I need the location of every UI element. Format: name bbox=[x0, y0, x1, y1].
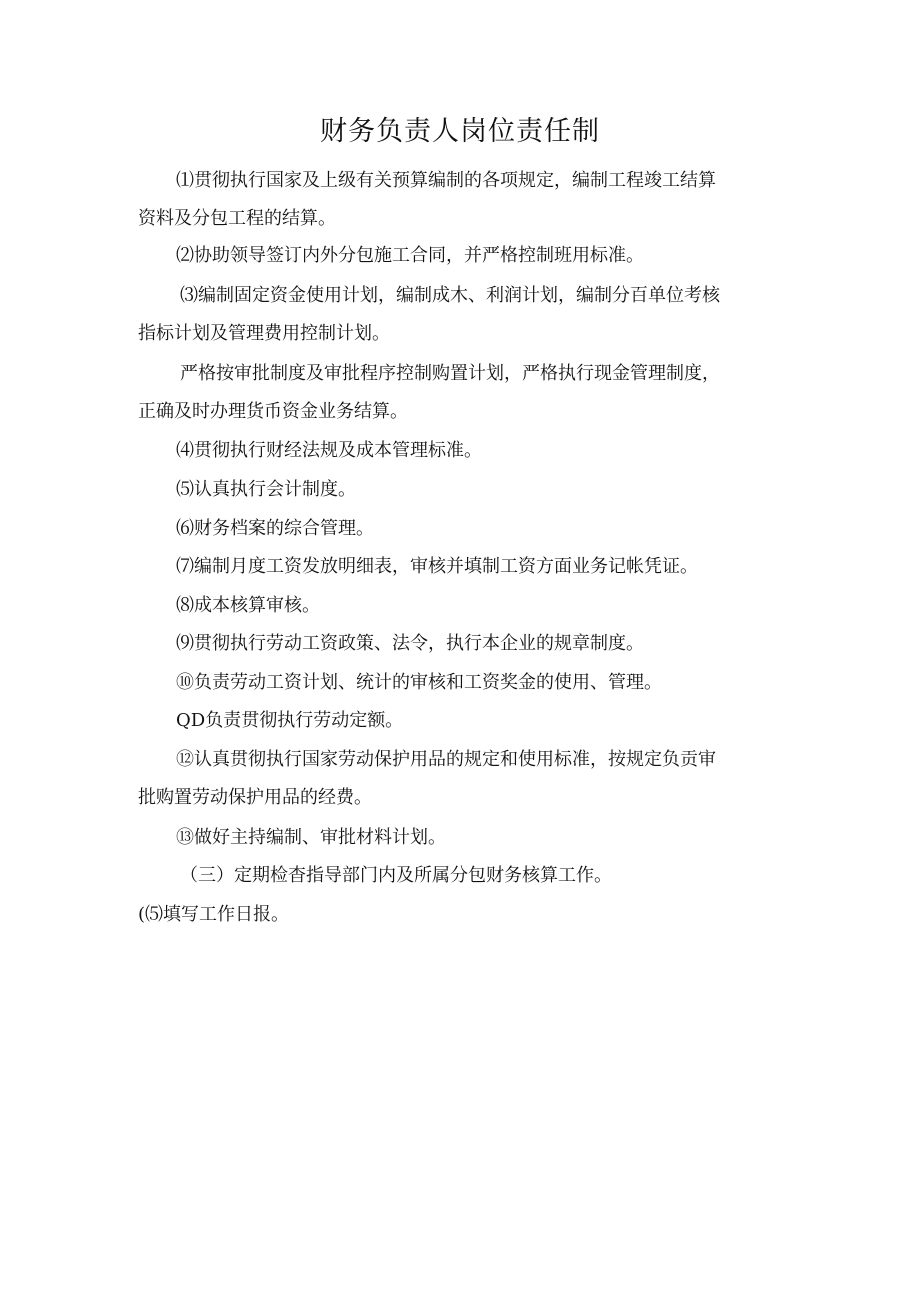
item-16 bbox=[138, 896, 792, 934]
item-line: ⑴贯彻执行国家及上级有关预算编制的各项规定，编制工程竣工结算 bbox=[176, 170, 716, 191]
item-line: QD负责贯彻执行劳动定额。 bbox=[176, 710, 404, 731]
item-3 bbox=[138, 277, 792, 353]
item-line: ⑷贯彻执行财经法规及成本管理标准。 bbox=[176, 440, 482, 461]
item-11 bbox=[138, 664, 792, 702]
item-9 bbox=[138, 587, 792, 625]
item-line: ⑸认真执行会计制度。 bbox=[176, 479, 356, 500]
item-line: 批购置劳动保护用品的经费。 bbox=[138, 787, 372, 808]
item-line: （三）定期检杳指导部门内及所属分包财务核算工作。 bbox=[180, 865, 612, 886]
item-1 bbox=[138, 162, 792, 238]
item-7 bbox=[138, 510, 792, 548]
item-14 bbox=[138, 819, 792, 857]
document-title: 财务负责人岗位责任制 bbox=[320, 116, 600, 147]
item-4 bbox=[138, 355, 792, 431]
item-10 bbox=[138, 625, 792, 663]
item-15 bbox=[138, 857, 792, 895]
item-line: 正确及时办理货币资金业务结算。 bbox=[138, 401, 408, 422]
item-line: ⑫认真贯彻执行国家劳动保护用品的规定和使用标准，按规定负贡审 bbox=[176, 749, 716, 770]
item-5 bbox=[138, 432, 792, 470]
item-line: (⑸填写工作日报。 bbox=[138, 904, 290, 925]
item-line: ⑩负责劳动工资计划、统计的审核和工资奖金的使用、管理。 bbox=[176, 672, 662, 693]
item-8 bbox=[138, 548, 792, 586]
item-line: 严格按审批制度及审批程序控制购置计划，严格执行现金管理制度， bbox=[180, 363, 720, 384]
item-line: 指标计划及管理费用控制计划。 bbox=[138, 323, 390, 344]
item-6 bbox=[138, 471, 792, 509]
item-line: ⑶编制固定资金使用计划，编制成木、利润计划，编制分百单位考核 bbox=[180, 285, 720, 306]
item-line: 资料及分包工程的结算。 bbox=[138, 208, 336, 229]
item-line: ⑬做好主持编制、审批材料计划。 bbox=[176, 827, 446, 848]
item-line: ⑼贯彻执行劳动工资政策、法令，执行本企业的规章制度。 bbox=[176, 633, 644, 654]
item-12 bbox=[138, 702, 792, 740]
item-13 bbox=[138, 741, 792, 817]
item-line: ⑻成本核算审核。 bbox=[176, 595, 320, 616]
item-2 bbox=[138, 237, 792, 275]
item-line: ⑺编制月度工资发放明细表，审核并填制工资方面业务记帐凭证。 bbox=[176, 556, 698, 577]
item-line: ⑵协助领导签订内外分包施工合同，并严格控制班用标准。 bbox=[176, 245, 644, 266]
item-line: ⑹财务档案的综合管理。 bbox=[176, 518, 374, 539]
